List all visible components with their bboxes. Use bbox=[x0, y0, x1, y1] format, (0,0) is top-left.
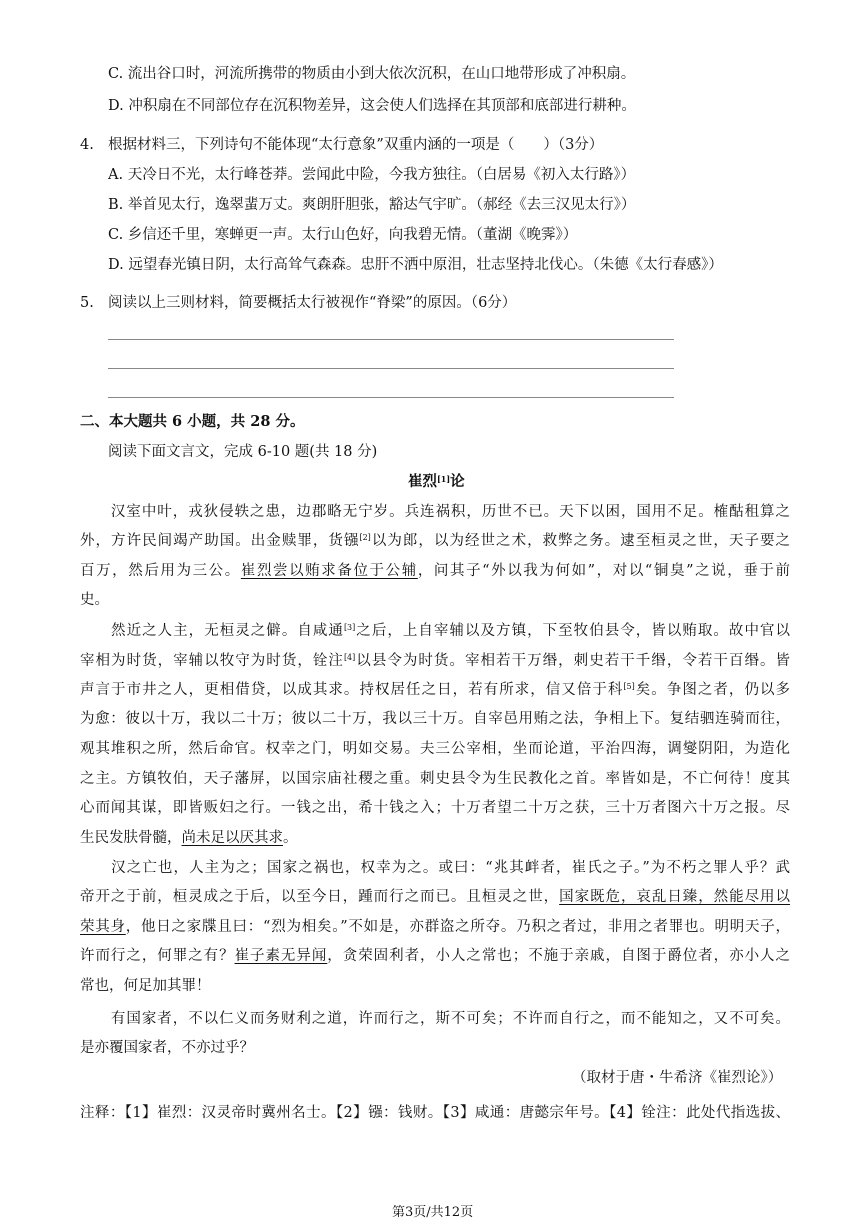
answer-line-1 bbox=[108, 339, 674, 340]
passage-line: 荣其身，他日之家牒且曰：“烈为相矣。”不如是，亦群盗之所夺。乃积之者过，非用之者罪也。明明天子， bbox=[80, 919, 790, 935]
q5-number: 5. bbox=[80, 295, 94, 311]
passage-line: 声言于市井之人，更相借贷，以成其求。持权居任之日，若有所求，信又倍于科[5]矣。争图之者，仍以多 bbox=[80, 682, 791, 698]
underlined-sentence: 尚未足以厌其求 bbox=[181, 830, 283, 846]
passage-line: 常也，何足加其罪！ bbox=[80, 978, 211, 994]
q3-option-d: D. 冲积扇在不同部位存在沉积物差异，这会使人们选择在其顶部和底部进行耕种。 bbox=[108, 98, 636, 114]
passage-line: 为愈：彼以十万，我以二十万；彼以二十万，我以三十万。自宰邑用贿之法，争相上下。复结驷连骑而往， bbox=[80, 711, 790, 727]
passage-line: 然近之人主，无桓灵之僻。自咸通[3]之后，上自宰辅以及方镇，下至牧伯县令，皆以贿取。故中官以 bbox=[80, 623, 790, 639]
answer-line-2 bbox=[108, 368, 674, 369]
q4-number: 4. bbox=[80, 137, 94, 153]
passage-line: 是亦覆国家者，不亦过乎？ bbox=[80, 1040, 254, 1056]
annotations: 注释：【1】崔烈：汉灵帝时冀州名士。【2】镪：钱财。【3】咸通：唐懿宗年号。【4】铨注：此处代指选拔、 bbox=[80, 1105, 790, 1121]
passage-line: 宰相为时货，宰辅以牧守为时货，铨注[4]以县令为时货。宰相若干万缗，刺史若干千缗，令若干百缗。皆 bbox=[80, 653, 790, 669]
q4-option-d: D. 远望春光镇日阴，太行高耸气森森。忠肝不洒中原泪，壮志坚持北伐心。（朱德《太行春感》） bbox=[108, 257, 723, 273]
underlined-sentence: 崔烈尝以贿求备位于公辅 bbox=[240, 563, 418, 579]
underlined-sentence: 崔子素无异闻 bbox=[234, 948, 328, 964]
passage-line: 观其堆积之所，然后命官。权幸之门，明如交易。夫三公宰相，坐而论道，平治四海，调燮阴阳，为造化 bbox=[80, 741, 790, 757]
passage-line: 汉室中叶，戎狄侵轶之患，边郡略无宁岁。兵连祸积，历世不已。天下以困，国用不足。榷酤租算之 bbox=[80, 504, 790, 520]
q4-option-a: A. 天冷日不光，太行峰苍莽。尝闻此中险，今我方独往。（白居易《初入太行路》） bbox=[108, 167, 636, 183]
passage-line: 百万，然后用为三公。崔烈尝以贿求备位于公辅，问其子“外以我为何如”，对以“铜臭”之说，垂于前 bbox=[80, 563, 791, 579]
passage-source: （取材于唐・牛希济《崔烈论》） bbox=[572, 1070, 783, 1086]
section-instruction: 阅读下面文言文，完成 6-10 题(共 18 分) bbox=[108, 444, 378, 460]
q4-option-b: B. 举首见太行，逸翠蜚万丈。爽朗肝胆张，豁达气宇旷。（郝经《去三汉见太行》） bbox=[108, 197, 636, 213]
underlined-sentence: 国家既危，哀乱日臻，然能尽用以 bbox=[559, 889, 791, 905]
section-heading: 二、本大题共 6 小题，共 28 分。 bbox=[80, 413, 305, 430]
passage-line: 史。 bbox=[80, 592, 109, 608]
passage-line: 外，方许民间竭产助国。出金赎罪，货镪[2]以为郎，以为经世之术，救弊之务。逮至桓灵之世，天子要之 bbox=[80, 533, 791, 549]
passage-line: 汉之亡也，人主为之；国家之祸也，权幸为之。或曰：“兆其衅者，崔氏之子。”为不朽之罪人乎？武 bbox=[80, 860, 790, 876]
passage-line: 许而行之，何罪之有？崔子素无异闻，贪荣固利者，小人之常也；不施于亲戚，自图于爵位者，亦小人之 bbox=[80, 948, 791, 964]
passage-line: 生民发肤骨髓，尚未足以厌其求。 bbox=[80, 830, 298, 846]
passage-title: 崔烈[1]论 bbox=[408, 473, 465, 490]
underlined-sentence: 荣其身 bbox=[80, 919, 126, 935]
answer-line-3 bbox=[108, 397, 674, 398]
passage-line: 帝开之于前，桓灵成之于后，以至今日，踵而行之而已。且桓灵之世，国家既危，哀乱日臻，然能尽用以 bbox=[80, 889, 791, 905]
q4-stem: 根据材料三，下列诗句不能体现“太行意象”双重内涵的一项是（ ）（3分） bbox=[108, 137, 604, 153]
passage-line: 之主。方镇牧伯，天子藩屏，以国宗庙社稷之重。刺史县令为生民教化之首。率皆如是，不亡何待！度其 bbox=[80, 771, 790, 787]
page-number: 第3页/共12页 bbox=[392, 1205, 474, 1220]
passage-line: 有国家者，不以仁义而务财利之道，许而行之，斯不可矣；不许而自行之，而不能知之，又不可矣。 bbox=[80, 1011, 790, 1027]
passage-line: 心而闻其谋，即皆贩妇之行。一钱之出，希十钱之入；十万者望二十万之获，三十万者图六十万之报。尽 bbox=[80, 800, 790, 816]
q5-stem: 阅读以上三则材料，简要概括太行被视作“脊梁”的原因。（6分） bbox=[108, 295, 517, 311]
q3-option-c: C. 流出谷口时，河流所携带的物质由小到大依次沉积，在山口地带形成了冲积扇。 bbox=[108, 66, 636, 82]
q4-option-c: C. 乡信还千里，寒蝉更一声。太行山色好，向我碧无情。（董湖《晚霁》） bbox=[108, 227, 578, 243]
